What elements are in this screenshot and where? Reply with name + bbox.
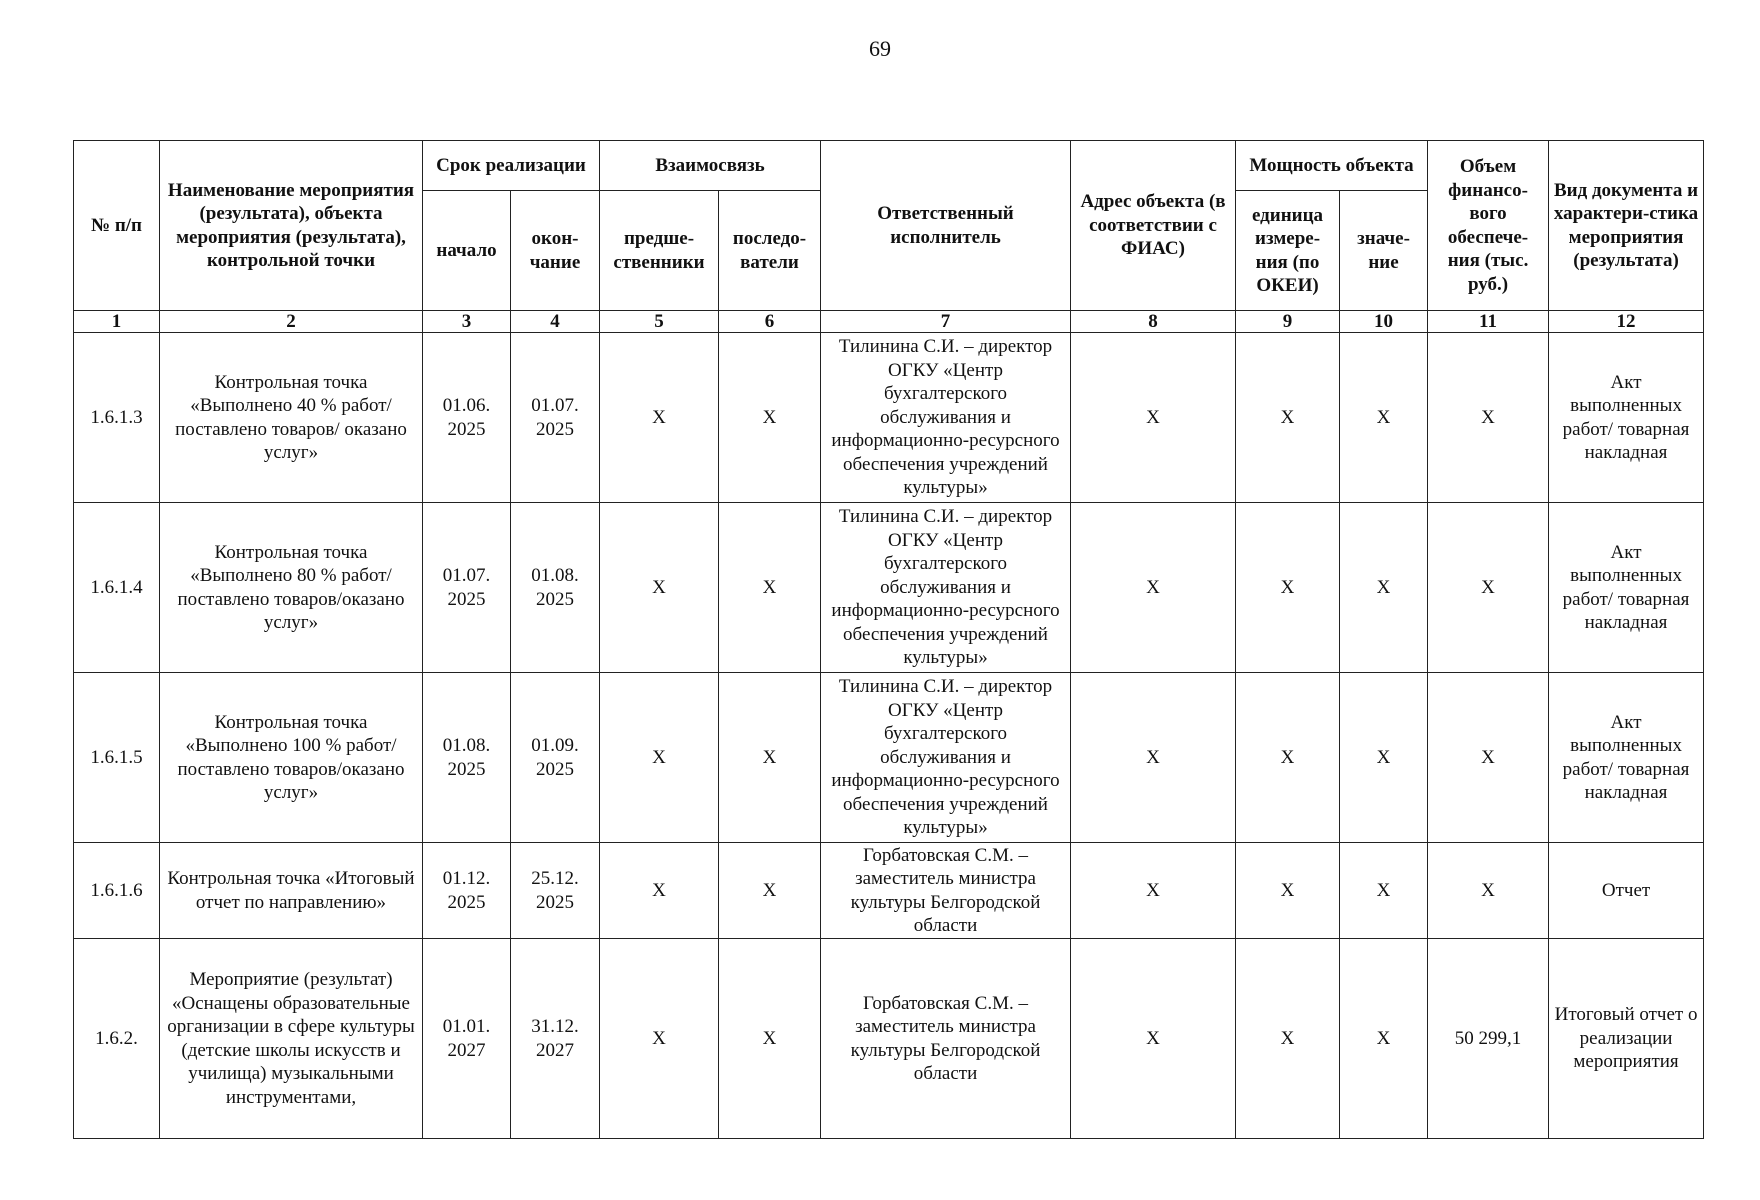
header-responsible: Ответственный исполнитель (821, 141, 1071, 311)
row-name: Контрольная точка «Выполнено 40 % работ/ поставлено товаров/ оказано услуг» (160, 333, 423, 503)
table-row (74, 333, 1704, 503)
header-doc-type: Вид документа и характери-стика мероприятия (результата) (1549, 141, 1704, 311)
row-start: 01.08. 2025 (423, 673, 511, 843)
row-value: X (1340, 673, 1428, 843)
header-num: № п/п (74, 141, 160, 311)
row-responsible: Горбатовская С.М. – заместитель министра культуры Белгородской области (821, 843, 1071, 939)
column-number: 7 (821, 311, 1071, 333)
column-number: 11 (1428, 311, 1549, 333)
row-doc: Акт выполненных работ/ товарная накладная (1549, 333, 1704, 503)
row-start: 01.12. 2025 (423, 843, 511, 939)
row-address: X (1071, 673, 1236, 843)
row-start: 01.06. 2025 (423, 333, 511, 503)
header-link: Взаимосвязь (600, 141, 821, 191)
table-row (74, 939, 1704, 1139)
column-number: 8 (1071, 311, 1236, 333)
row-finance: X (1428, 843, 1549, 939)
row-responsible: Тилинина С.И. – директор ОГКУ «Центр бухгалтерского обслуживания и информационно-ресурсного обеспечения учреждений культуры» (821, 673, 1071, 843)
row-doc: Акт выполненных работ/ товарная накладная (1549, 673, 1704, 843)
row-end: 25.12. 2025 (511, 843, 600, 939)
row-responsible: Тилинина С.И. – директор ОГКУ «Центр бухгалтерского обслуживания и информационно-ресурсного обеспечения учреждений культуры» (821, 503, 1071, 673)
table-row (74, 673, 1704, 843)
row-unit: X (1236, 333, 1340, 503)
row-value: X (1340, 333, 1428, 503)
header-value: значе-ние (1340, 191, 1428, 311)
column-number: 5 (600, 311, 719, 333)
row-responsible: Горбатовская С.М. – заместитель министра культуры Белгородской области (821, 939, 1071, 1139)
row-value: X (1340, 843, 1428, 939)
header-address: Адрес объекта (в соответствии с ФИАС) (1071, 141, 1236, 311)
row-end: 01.07. 2025 (511, 333, 600, 503)
row-start: 01.07. 2025 (423, 503, 511, 673)
row-finance: 50 299,1 (1428, 939, 1549, 1139)
row-predecessors: X (600, 333, 719, 503)
row-successors: X (719, 673, 821, 843)
row-successors: X (719, 333, 821, 503)
header-end: окон-чание (511, 191, 600, 311)
row-predecessors: X (600, 939, 719, 1139)
row-end: 31.12. 2027 (511, 939, 600, 1139)
row-address: X (1071, 333, 1236, 503)
column-numbers-row (74, 311, 1704, 333)
row-name: Мероприятие (результат) «Оснащены образовательные организации в сфере культуры (детские школы искусств и училища) музыкальными инструментами, (160, 939, 423, 1139)
row-predecessors: X (600, 843, 719, 939)
row-responsible: Тилинина С.И. – директор ОГКУ «Центр бухгалтерского обслуживания и информационно-ресурсного обеспечения учреждений культуры» (821, 333, 1071, 503)
row-doc: Акт выполненных работ/ товарная накладная (1549, 503, 1704, 673)
row-end: 01.08. 2025 (511, 503, 600, 673)
row-value: X (1340, 939, 1428, 1139)
column-number: 10 (1340, 311, 1428, 333)
table-row (74, 503, 1704, 673)
row-num: 1.6.1.6 (74, 843, 160, 939)
table-row (74, 843, 1704, 939)
row-name: Контрольная точка «Итоговый отчет по направлению» (160, 843, 423, 939)
row-num: 1.6.1.3 (74, 333, 160, 503)
row-address: X (1071, 939, 1236, 1139)
column-number: 9 (1236, 311, 1340, 333)
header-period: Срок реализации (423, 141, 600, 191)
row-successors: X (719, 503, 821, 673)
header-finance: Объем финансо-вого обеспече-ния (тыс. руб.) (1428, 141, 1549, 311)
column-number: 2 (160, 311, 423, 333)
row-value: X (1340, 503, 1428, 673)
row-name: Контрольная точка «Выполнено 100 % работ/поставлено товаров/оказано услуг» (160, 673, 423, 843)
row-unit: X (1236, 939, 1340, 1139)
row-doc: Итоговый отчет о реализации мероприятия (1549, 939, 1704, 1139)
row-predecessors: X (600, 673, 719, 843)
implementation-plan-table (73, 140, 1704, 1139)
header-predecessors: предше-ственники (600, 191, 719, 311)
row-num: 1.6.1.5 (74, 673, 160, 843)
row-num: 1.6.1.4 (74, 503, 160, 673)
header-capacity: Мощность объекта (1236, 141, 1428, 191)
column-number: 4 (511, 311, 600, 333)
row-num: 1.6.2. (74, 939, 160, 1139)
header-unit: единица измере-ния (по ОКЕИ) (1236, 191, 1340, 311)
header-successors: последо-ватели (719, 191, 821, 311)
header-name: Наименование мероприятия (результата), объекта мероприятия (результата), контрольной точки (160, 141, 423, 311)
row-finance: X (1428, 673, 1549, 843)
row-unit: X (1236, 673, 1340, 843)
row-finance: X (1428, 503, 1549, 673)
column-number: 6 (719, 311, 821, 333)
header-start: начало (423, 191, 511, 311)
row-doc: Отчет (1549, 843, 1704, 939)
row-finance: X (1428, 333, 1549, 503)
column-number: 1 (74, 311, 160, 333)
row-successors: X (719, 843, 821, 939)
column-number: 12 (1549, 311, 1704, 333)
row-start: 01.01. 2027 (423, 939, 511, 1139)
row-address: X (1071, 843, 1236, 939)
column-number: 3 (423, 311, 511, 333)
header-row-1 (74, 141, 1704, 191)
row-end: 01.09. 2025 (511, 673, 600, 843)
row-predecessors: X (600, 503, 719, 673)
page-number: 69 (869, 36, 891, 61)
row-address: X (1071, 503, 1236, 673)
row-name: Контрольная точка «Выполнено 80 % работ/поставлено товаров/оказано услуг» (160, 503, 423, 673)
row-unit: X (1236, 503, 1340, 673)
row-unit: X (1236, 843, 1340, 939)
row-successors: X (719, 939, 821, 1139)
